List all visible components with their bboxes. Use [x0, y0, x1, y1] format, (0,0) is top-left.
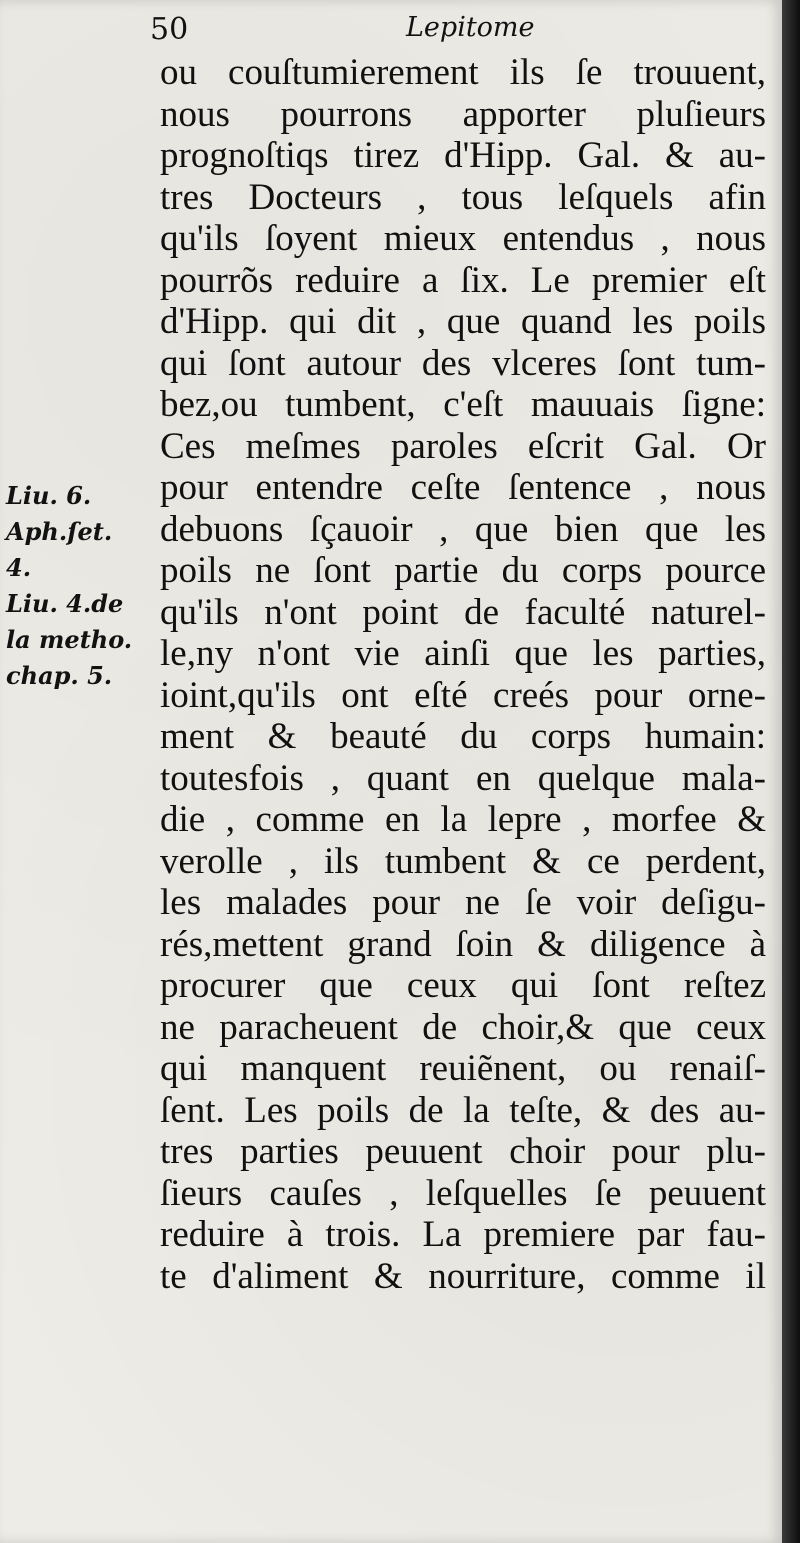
text-line: die , comme en la lepre , morfee & [160, 799, 766, 840]
text-line: prognoſtiqs tirez d'Hipp. Gal. & au- [160, 135, 766, 176]
text-line: procurer que ceux qui ſont reſtez [160, 965, 766, 1006]
margin-note-line: Liu. 4.de [6, 589, 124, 618]
margin-notes [6, 478, 156, 694]
margin-note-line: Aph.ſet. [6, 517, 113, 546]
text-line: Ces meſmes paroles eſcrit Gal. Or [160, 425, 766, 467]
text-line: qui manquent reuiẽnent, ou renaiſ- [160, 1048, 766, 1089]
text-line: te d'aliment & nourriture, comme il [160, 1255, 766, 1297]
body-text [160, 52, 766, 1297]
margin-note-line: 4. [6, 553, 32, 582]
text-line: ne paracheuent de choir,& que ceux [160, 1006, 766, 1048]
text-line: ſieurs cauſes , leſquelles ſe peuuent [160, 1172, 766, 1214]
text-line: ment & beauté du corps humain: [160, 716, 766, 757]
text-line: debuons ſçauoir , que bien que les [160, 508, 766, 550]
text-line: pour entendre ceſte ſentence , nous [160, 467, 766, 508]
book-spine-shadow [782, 0, 800, 1543]
margin-note-line: Liu. 6. [6, 481, 92, 510]
margin-note-line: la metho. [6, 625, 133, 654]
text-line: les malades pour ne ſe voir deſigu- [160, 882, 766, 923]
text-line: d'Hipp. qui dit , que quand les poils [160, 301, 766, 342]
text-line: poils ne ſont partie du corps pource [160, 550, 766, 591]
text-line: ioint,qu'ils ont eſté creés pour orne- [160, 674, 766, 716]
text-line: qu'ils n'ont point de faculté naturel- [160, 591, 766, 633]
text-line: tres Docteurs , tous leſquels afin [160, 176, 766, 218]
running-head: Lepitome [406, 12, 535, 43]
text-line: qui ſont autour des vlceres ſont tum- [160, 342, 766, 384]
margin-note-line: chap. 5. [6, 661, 113, 690]
text-line: pourrõs reduire a ſix. Le premier eſt [160, 259, 766, 301]
text-line: ſent. Les poils de la teſte, & des au- [160, 1089, 766, 1131]
text-line: le,ny n'ont vie ainſi que les parties, [160, 633, 766, 674]
text-line: rés,mettent grand ſoin & diligence à [160, 923, 766, 965]
text-line: qu'ils ſoyent mieux entendus , nous [160, 218, 766, 259]
text-line: ou couſtumierement ils ſe trouuent, [160, 52, 766, 93]
text-line: bez,ou tumbent, c'eſt mauuais ſigne: [160, 384, 766, 425]
text-line: verolle , ils tumbent & ce perdent, [160, 840, 766, 882]
page-number: 50 [150, 12, 189, 47]
text-line: nous pourrons apporter pluſieurs [160, 93, 766, 135]
page-header [150, 4, 770, 56]
text-line: tres parties peuuent choir pour plu- [160, 1131, 766, 1172]
text-line: reduire à trois. La premiere par fau- [160, 1214, 766, 1255]
text-line: toutesfois , quant en quelque mala- [160, 757, 766, 799]
